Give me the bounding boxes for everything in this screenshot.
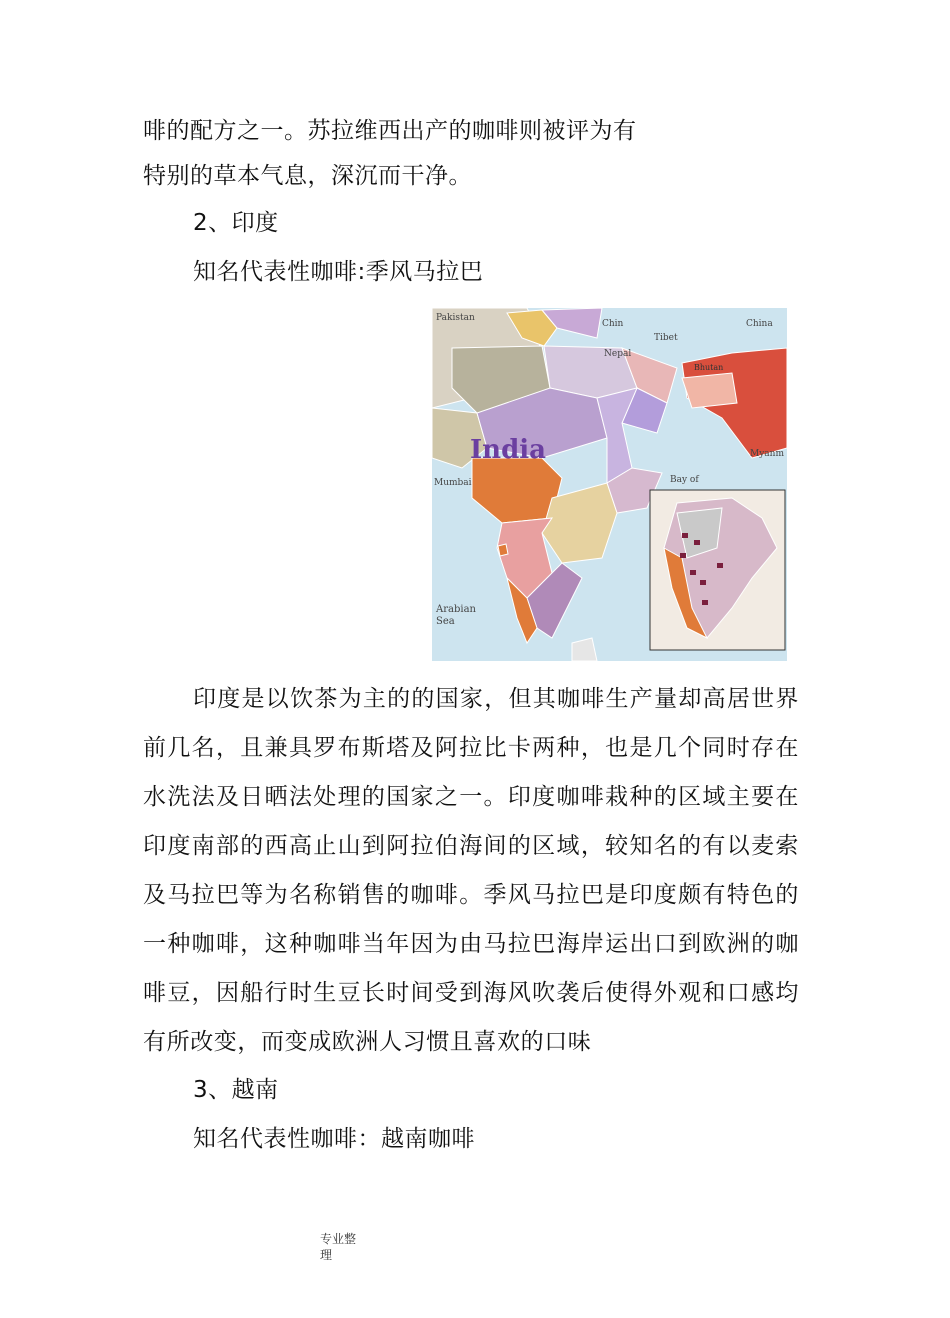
map-label-arabian: Arabian [436, 604, 476, 615]
famous-coffee-india: 知名代表性咖啡:季风马拉巴 [193, 259, 484, 285]
assam-region [682, 373, 737, 408]
famous-coffee-vietnam: 知名代表性咖啡：越南咖啡 [193, 1126, 475, 1152]
section-heading-india: 2、印度 [193, 210, 279, 236]
map-label-bhutan: Bhutan [694, 363, 724, 372]
intro-line-1: 啡的配方之一。苏拉维西出产的咖啡则被评为有 [143, 118, 637, 144]
map-title-india: India [470, 435, 546, 465]
map-label-sea: Sea [436, 616, 455, 627]
map-label-bay: Bay of [670, 475, 699, 485]
map-label-tibet: Tibet [654, 333, 678, 343]
section-heading-vietnam: 3、越南 [193, 1077, 279, 1103]
page-footer [320, 1231, 360, 1263]
map-label-pakistan: Pakistan [436, 313, 475, 323]
footer-line-2: 理 [320, 1248, 333, 1262]
india-description-paragraph: 印度是以饮茶为主的的国家，但其咖啡生产量却高居世界前几名，且兼具罗布斯塔及阿拉比卡两种，也是几个同时存在水洗法及日晒法处理的国家之一。印度咖啡栽种的区域主要在印度南部的西高止山到阿拉伯海间的区域，较知名的有以麦索及马拉巴等为名称销售的咖啡。季风马拉巴是印度颇有特色的一种咖啡，这种咖啡当年因为由马拉巴海岸运出口到欧洲的咖啡豆，因船行时生豆长时间受到海风吹袭后使得外观和口感均有所改变，而变成欧洲人习惯且喜欢的口味 [143, 686, 799, 1055]
map-label-china: China [746, 319, 773, 329]
goa-region [498, 544, 508, 556]
intro-line-2: 特别的草本气息，深沉而干净。 [143, 163, 472, 189]
map-label-nepal: Nepal [604, 349, 632, 359]
map-label-chin: Chin [602, 319, 624, 329]
india-coffee-map [432, 308, 787, 661]
footer-line-1: 专业整 [320, 1232, 357, 1246]
map-label-mumbai: Mumbai [434, 478, 472, 488]
map-label-myanmar: Myanm [750, 449, 784, 459]
